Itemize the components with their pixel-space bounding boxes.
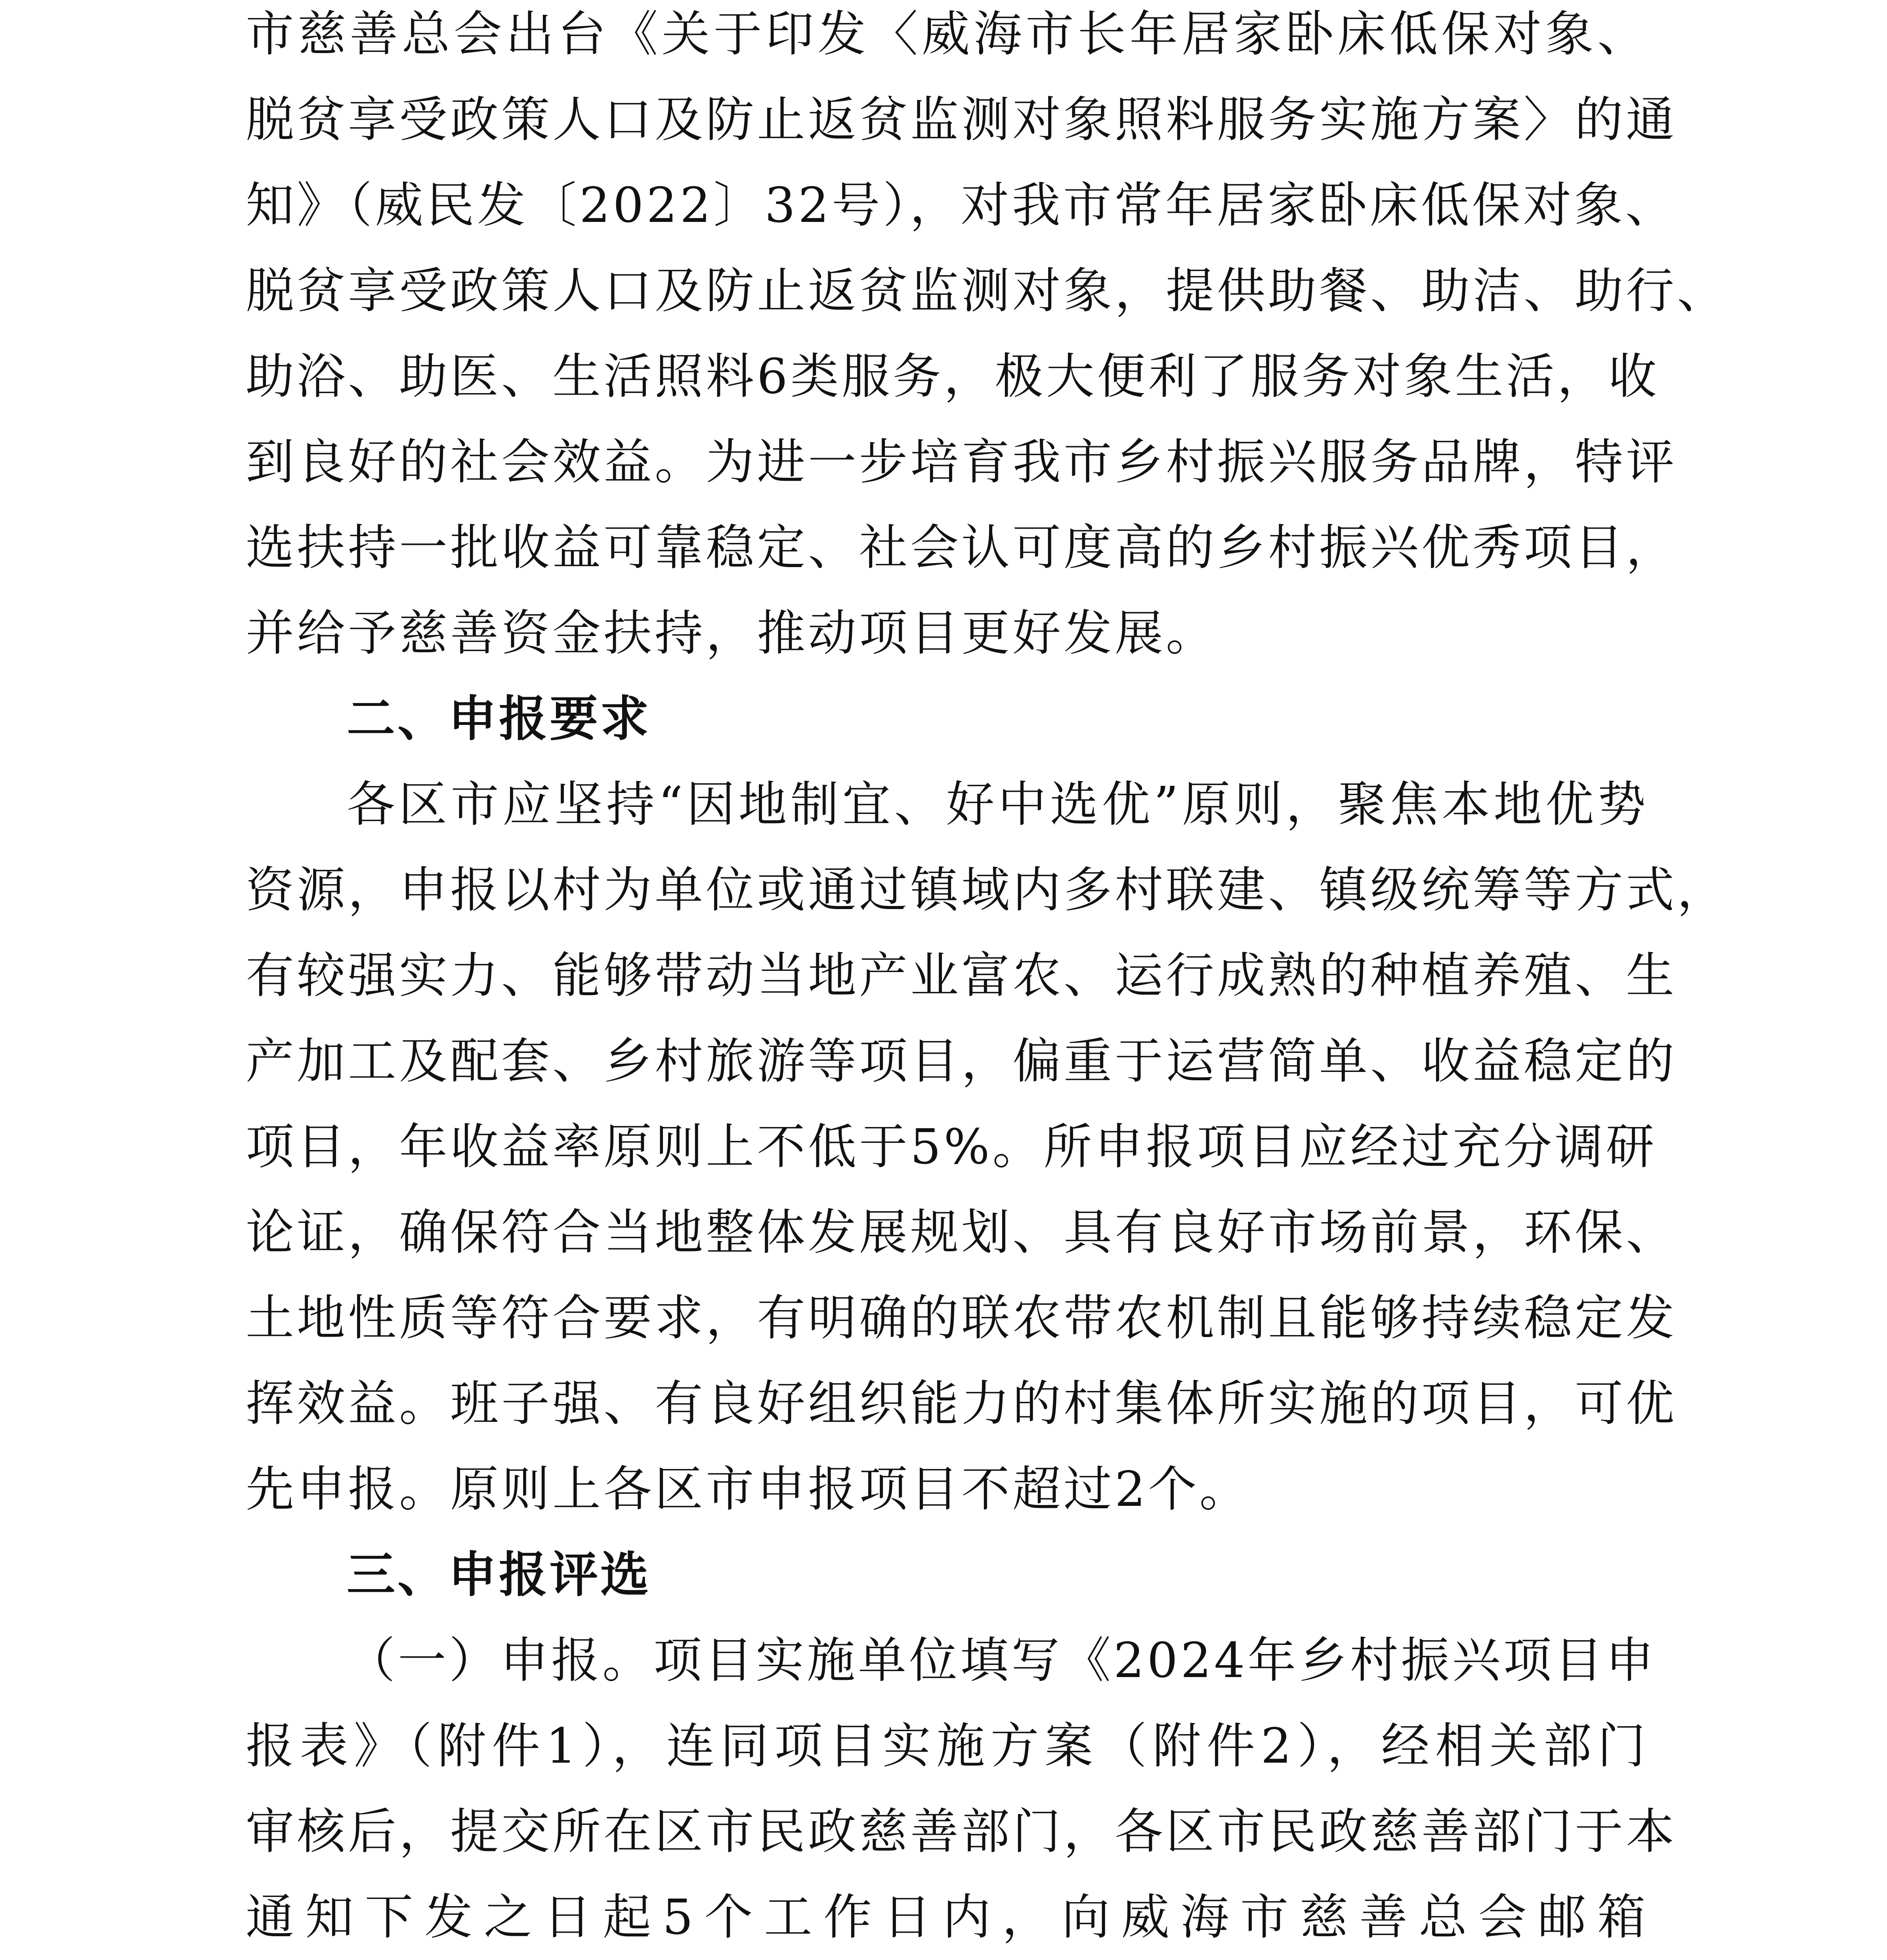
text-line: 资源，申报以村为单位或通过镇域内多村联建、镇级统筹等方式， xyxy=(246,862,1728,918)
text-line: 有较强实力、能够带动当地产业富农、运行成熟的种植养殖、生 xyxy=(246,948,1677,1004)
text-line: 市慈善总会出台《关于印发〈威海市长年居家卧床低保对象、 xyxy=(246,6,1648,62)
text-line: 先申报。原则上各区市申报项目不超过2个。 xyxy=(246,1461,1251,1517)
text-line: 通知下发之日起5个工作日内，向威海市慈善总会邮箱 xyxy=(246,1889,1648,1945)
text-line: 各区市应坚持“因地制宜、好中选优”原则，聚焦本地优势 xyxy=(347,776,1648,833)
text-line: 并给予慈善资金扶持，推动项目更好发展。 xyxy=(246,605,1217,661)
section-heading-selection: 三、申报评选 xyxy=(347,1547,651,1603)
text-line: 产加工及配套、乡村旅游等项目，偏重于运营简单、收益稳定的 xyxy=(246,1033,1677,1089)
text-line: 知》（威民发〔2022〕32号），对我市常年居家卧床低保对象、 xyxy=(246,177,1677,233)
text-line: （一）申报。项目实施单位填写《2024年乡村振兴项目申 xyxy=(347,1632,1657,1689)
document-body xyxy=(246,0,1728,1960)
paragraph-application xyxy=(246,1618,1677,1960)
text-line: 助浴、助医、生活照料6类服务，极大便利了服务对象生活，收 xyxy=(246,348,1660,405)
text-line: 论证，确保符合当地整体发展规划、具有良好市场前景，环保、 xyxy=(246,1204,1677,1261)
text-line: 到良好的社会效益。为进一步培育我市乡村振兴服务品牌，特评 xyxy=(246,434,1677,490)
section-heading-requirements: 二、申报要求 xyxy=(347,691,651,747)
text-line: 土地性质等符合要求，有明确的联农带农机制且能够持续稳定发 xyxy=(246,1290,1677,1346)
text-line: 审核后，提交所在区市民政慈善部门，各区市民政慈善部门于本 xyxy=(246,1803,1677,1860)
text-line: 脱贫享受政策人口及防止返贫监测对象照料服务实施方案〉的通 xyxy=(246,92,1677,148)
text-line: 项目，年收益率原则上不低于5%。所申报项目应经过充分调研 xyxy=(246,1119,1657,1175)
text-line: 报表》（附件1），连同项目实施方案（附件2），经相关部门 xyxy=(246,1718,1648,1774)
paragraph-background xyxy=(246,0,1728,676)
paragraph-requirements xyxy=(246,762,1728,1532)
text-line: 选扶持一批收益可靠稳定、社会认可度高的乡村振兴优秀项目， xyxy=(246,520,1677,576)
text-line: 脱贫享受政策人口及防止返贫监测对象，提供助餐、助洁、助行、 xyxy=(246,263,1728,319)
text-line: 挥效益。班子强、有良好组织能力的村集体所实施的项目，可优 xyxy=(246,1375,1677,1432)
